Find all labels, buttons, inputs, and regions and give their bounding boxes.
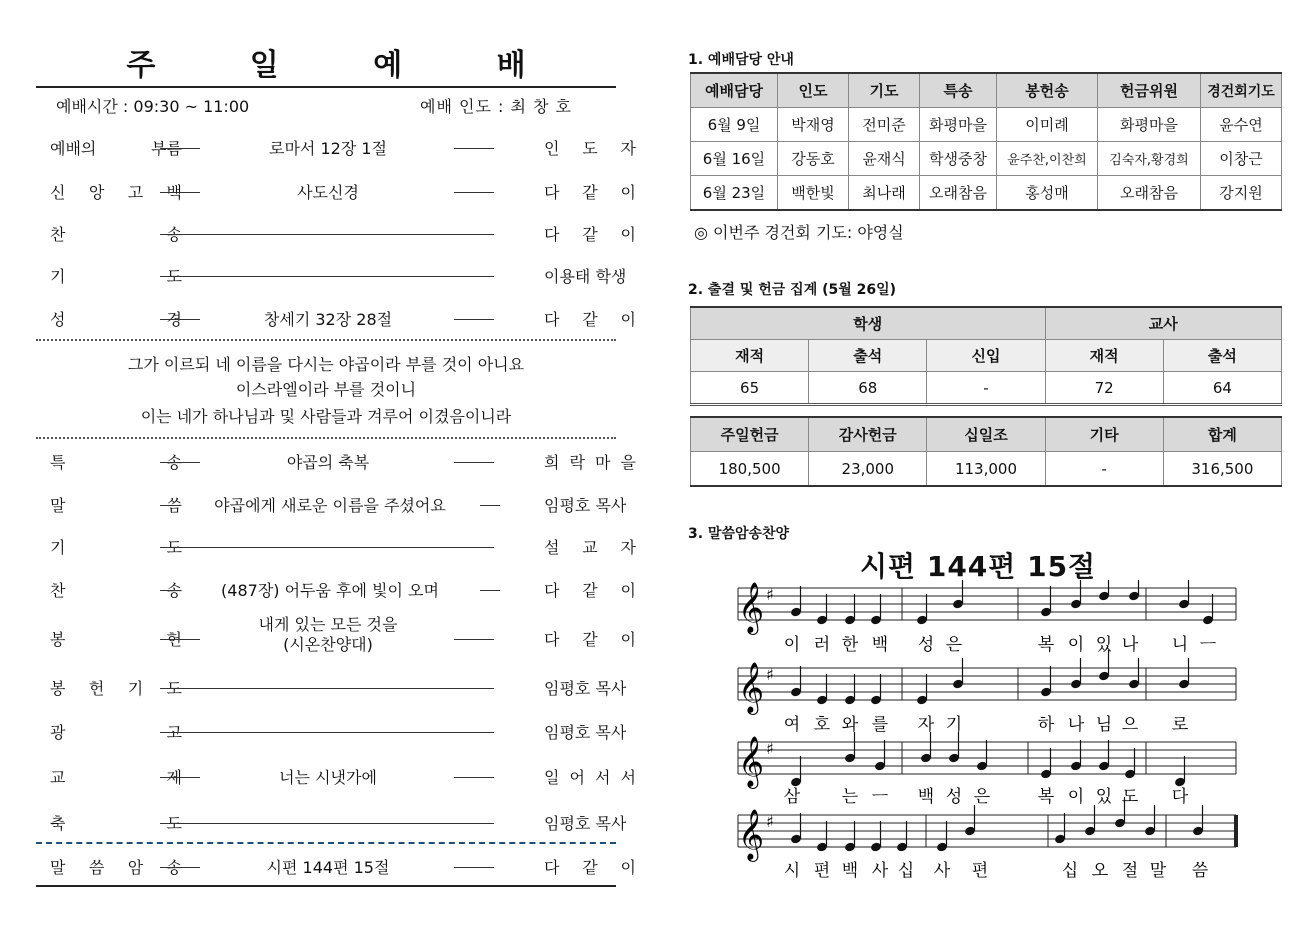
lyric-syllable: 삼 xyxy=(783,787,801,807)
lyric-syllable: 백 xyxy=(841,861,859,881)
sharp-sign: ♯ xyxy=(766,585,774,604)
table-row xyxy=(691,142,1282,176)
service-item-content xyxy=(206,307,450,330)
person-text: 이 xyxy=(620,183,636,202)
service-item xyxy=(36,307,636,333)
lyric-syllable: 자 xyxy=(917,715,935,735)
leader-line xyxy=(480,505,500,506)
verse-divider-bottom xyxy=(36,437,616,439)
person-text: 이 xyxy=(620,630,636,649)
offering-cell: 180,500 xyxy=(691,452,809,487)
leader-line xyxy=(160,688,494,689)
sharp-sign: ♯ xyxy=(766,739,774,758)
offering-header-row xyxy=(691,417,1282,452)
duty-table xyxy=(690,72,1282,211)
service-item-person xyxy=(544,307,636,330)
lyric-syllable: 복 xyxy=(1037,787,1055,807)
person-text: 을 xyxy=(620,453,636,472)
person-text: 일 xyxy=(544,768,560,787)
attendance-header-cell: 재적 xyxy=(691,340,809,372)
lyric-syllable: 오 xyxy=(1091,861,1109,881)
label-char: 기 xyxy=(127,679,144,698)
service-item-person xyxy=(544,765,636,788)
attendance-header-row xyxy=(691,340,1282,372)
lyric-syllable: 호 xyxy=(813,715,831,735)
label-char: 씀 xyxy=(88,858,105,877)
sheet-music xyxy=(730,580,1250,890)
lyric-syllable: 도 xyxy=(1121,787,1139,807)
label-char: 도 xyxy=(166,538,182,557)
service-item-content xyxy=(186,578,474,601)
content-line: 시편 144편 15절 xyxy=(266,858,390,877)
attendance-heading: 2. 출결 및 헌금 집계 (5월 26일) xyxy=(688,282,897,298)
service-item-content xyxy=(206,615,450,655)
duty-cell: 최나래 xyxy=(849,176,920,211)
lyric-syllable: 니 xyxy=(1171,635,1189,655)
person-text: 설 xyxy=(544,538,560,557)
duty-cell: 윤재식 xyxy=(849,142,920,176)
service-item-person xyxy=(544,627,636,650)
duty-header-row xyxy=(691,73,1282,108)
duty-cell: 6월 23일 xyxy=(691,176,778,211)
label-char: 암 xyxy=(127,858,144,877)
verse-line-3: 이는 네가 하나님과 및 사람들과 겨루어 이겼음이니라 xyxy=(140,407,512,426)
person-text: 임평호 목사 xyxy=(544,496,627,515)
offering-table xyxy=(690,416,1282,487)
person-text: 이 xyxy=(620,225,636,244)
lyric-syllable: 로 xyxy=(1171,715,1189,735)
lyric-syllable: 나 xyxy=(1121,635,1139,655)
lyric-syllable: 있 xyxy=(1095,635,1113,655)
service-item-person xyxy=(544,136,636,159)
lyric-syllable: 편 xyxy=(813,861,831,881)
content-line: 사도신경 xyxy=(297,183,359,202)
duty-header-cell: 특송 xyxy=(920,73,997,108)
group-students: 학생 xyxy=(691,307,1046,340)
person-text: 이용태 학생 xyxy=(544,267,627,286)
person-text: 같 xyxy=(582,183,598,202)
page-title: 주 일 예 배 xyxy=(126,48,568,83)
label-char: 기 xyxy=(50,538,66,557)
lyric-syllable: 나 xyxy=(1067,715,1085,735)
duty-cell: 강지원 xyxy=(1201,176,1282,211)
service-item-person xyxy=(544,180,636,203)
label-char: 제 xyxy=(166,768,182,787)
service-item xyxy=(36,136,636,162)
label-char: 도 xyxy=(166,814,182,833)
service-item-content xyxy=(206,180,450,203)
person-text: 같 xyxy=(582,858,598,877)
label-char: 도 xyxy=(166,679,182,698)
person-text: 다 xyxy=(544,630,560,649)
service-item xyxy=(36,765,636,791)
label-char: 성 xyxy=(50,310,66,329)
content-line: (487장) 어두움 후에 빛이 오며 xyxy=(221,581,439,600)
duty-header-cell: 경건회기도 xyxy=(1201,73,1282,108)
label-char: 봉 xyxy=(50,679,66,698)
person-text: 인 xyxy=(544,139,560,158)
leader-line xyxy=(454,148,494,149)
offering-cell: 316,500 xyxy=(1163,452,1281,487)
lyric-syllable: 러 xyxy=(813,635,831,655)
label-char: 기 xyxy=(50,267,66,286)
title-rule xyxy=(36,86,616,88)
offering-cell: - xyxy=(1045,452,1163,487)
attendance-header-cell: 출석 xyxy=(1163,340,1281,372)
person-text: 다 xyxy=(544,858,560,877)
content-line: 내게 있는 모든 것을 xyxy=(258,615,398,634)
duty-header-cell: 헌금위원 xyxy=(1098,73,1201,108)
lyric-syllable: 사 xyxy=(871,861,889,881)
label-char: 경 xyxy=(166,310,182,329)
table-row xyxy=(691,372,1282,405)
duty-cell: 박재영 xyxy=(778,108,849,142)
person-text: 다 xyxy=(544,581,560,600)
person-text: 도 xyxy=(582,139,598,158)
lyric-syllable: 은 xyxy=(945,635,963,655)
person-text: 다 xyxy=(544,225,560,244)
person-text: 이 xyxy=(620,581,636,600)
person-text: 같 xyxy=(582,630,598,649)
label-char: 헌 xyxy=(166,630,182,649)
label-char: 도 xyxy=(166,267,182,286)
duty-cell: 김숙자,황경희 xyxy=(1098,142,1201,176)
lyric-syllable: 편 xyxy=(971,861,989,881)
sharp-sign: ♯ xyxy=(766,665,774,684)
content-line: 야곱에게 새로운 이름을 주셨어요 xyxy=(214,496,446,515)
service-item-content xyxy=(206,450,450,473)
content-line: 너는 시냇가에 xyxy=(279,768,377,787)
table-row xyxy=(691,176,1282,211)
service-item xyxy=(36,535,636,561)
song-heading: 3. 말씀암송찬양 xyxy=(688,526,790,542)
attendance-cell: 65 xyxy=(691,372,809,405)
offering-header-cell: 합계 xyxy=(1163,417,1281,452)
duty-cell: 학생중창 xyxy=(920,142,997,176)
service-item-person xyxy=(544,493,636,516)
person-text: 이 xyxy=(620,858,636,877)
group-teachers: 교사 xyxy=(1045,307,1281,340)
service-item-content xyxy=(206,136,450,159)
label-char: 말 xyxy=(50,496,66,515)
label-char: 신 xyxy=(50,183,66,202)
content-line: 창세기 32장 28절 xyxy=(263,310,393,329)
leader-line xyxy=(160,732,494,733)
lyric-syllable: 이 xyxy=(1067,787,1085,807)
content-line: (시온찬양대) xyxy=(283,635,373,654)
lyric-syllable: 은 xyxy=(973,787,991,807)
treble-clef: 𝄞 xyxy=(738,809,765,860)
service-item xyxy=(36,180,636,206)
person-text: 같 xyxy=(582,225,598,244)
label-char: 봉 xyxy=(50,630,66,649)
duty-cell: 백한빛 xyxy=(778,176,849,211)
service-item xyxy=(36,493,627,519)
recitation-divider xyxy=(36,842,616,844)
label-char: 송 xyxy=(166,858,182,877)
lyric-syllable: 다 xyxy=(1171,787,1189,807)
lyric-syllable: 십 xyxy=(1061,861,1079,881)
duty-header-cell: 기도 xyxy=(849,73,920,108)
leader-line xyxy=(454,319,494,320)
person-text: 다 xyxy=(544,310,560,329)
person-text: 마 xyxy=(595,453,611,472)
service-item-content xyxy=(206,765,450,788)
lyric-syllable: 사 xyxy=(933,861,951,881)
label-char: 고 xyxy=(166,723,182,742)
leader-line xyxy=(160,547,494,548)
attendance-table xyxy=(690,306,1282,406)
lyric-syllable: 이 xyxy=(1067,635,1085,655)
attendance-cell: 68 xyxy=(809,372,927,405)
person-text: 교 xyxy=(582,538,598,557)
attendance-header-cell: 출석 xyxy=(809,340,927,372)
verse-divider-top xyxy=(36,339,616,341)
person-text: 어 xyxy=(569,768,585,787)
service-item xyxy=(36,855,636,881)
offering-header-cell: 십일조 xyxy=(927,417,1045,452)
duty-cell: 오래참음 xyxy=(920,176,997,211)
lyric-syllable: 있 xyxy=(1095,787,1113,807)
lyric-syllable: 씀 xyxy=(1191,861,1209,881)
leader-line xyxy=(160,590,180,591)
lyric-syllable: ㅡ xyxy=(1199,635,1217,655)
leader-line xyxy=(454,867,494,868)
lyric-syllable: 하 xyxy=(1037,715,1055,735)
person-text: 다 xyxy=(544,183,560,202)
leader-line xyxy=(454,639,494,640)
treble-clef: 𝄞 xyxy=(738,582,765,633)
leader-line xyxy=(160,234,494,235)
label-char: 송 xyxy=(166,581,182,600)
lyric-syllable: 이 xyxy=(783,635,801,655)
leader-line xyxy=(454,777,494,778)
lyric-syllable: 백 xyxy=(871,635,889,655)
service-item xyxy=(36,811,627,837)
service-item xyxy=(36,450,636,476)
person-text: 락 xyxy=(569,453,585,472)
offering-header-cell: 기타 xyxy=(1045,417,1163,452)
duty-cell: 강동호 xyxy=(778,142,849,176)
label-char: 특 xyxy=(50,453,66,472)
service-item-person xyxy=(544,578,636,601)
duty-cell: 6월 16일 xyxy=(691,142,778,176)
duty-cell: 윤주찬,이찬희 xyxy=(997,142,1098,176)
service-item xyxy=(36,720,627,746)
offering-cell: 113,000 xyxy=(927,452,1045,487)
offering-header-cell: 감사헌금 xyxy=(809,417,927,452)
duty-header-cell: 봉헌송 xyxy=(997,73,1098,108)
label-char: 송 xyxy=(166,453,182,472)
label-char: 씀 xyxy=(166,496,182,515)
duty-cell: 홍성매 xyxy=(997,176,1098,211)
leader-line xyxy=(160,867,200,868)
service-item-person xyxy=(544,222,636,245)
duty-cell: 6월 9일 xyxy=(691,108,778,142)
service-item-person xyxy=(544,720,636,743)
lyric-syllable: 십 xyxy=(897,861,915,881)
duty-heading: 1. 예배담당 안내 xyxy=(688,52,794,68)
lyric-syllable: 백 xyxy=(917,787,935,807)
label-char: 예배의 xyxy=(50,139,97,158)
service-item-person xyxy=(544,811,636,834)
attendance-header-cell: 신입 xyxy=(927,340,1045,372)
lyric-syllable: 말 xyxy=(1149,861,1167,881)
label-char: 부름 xyxy=(151,139,182,158)
service-item-content xyxy=(206,855,450,878)
lyric-syllable: 한 xyxy=(841,635,859,655)
attendance-cell: - xyxy=(927,372,1045,405)
leader-line xyxy=(480,590,500,591)
label-char: 말 xyxy=(50,858,66,877)
label-char: 축 xyxy=(50,814,66,833)
leader-line xyxy=(454,462,494,463)
content-line: 로마서 12장 1절 xyxy=(269,139,387,158)
lyric-syllable: 으 xyxy=(1121,715,1139,735)
leader-line xyxy=(160,462,200,463)
label-char: 교 xyxy=(50,768,66,787)
leader-line xyxy=(454,192,494,193)
offering-header-cell: 주일헌금 xyxy=(691,417,809,452)
service-item xyxy=(36,578,636,604)
lyric-syllable: 여 xyxy=(783,715,801,735)
service-item-person xyxy=(544,535,636,558)
person-text: 임평호 목사 xyxy=(544,679,627,698)
lyric-syllable: 성 xyxy=(917,635,935,655)
duty-header-cell: 예배담당 xyxy=(691,73,778,108)
lyric-syllable: 기 xyxy=(945,715,963,735)
label-char: 헌 xyxy=(88,679,105,698)
worship-time: 예배시간 : 09:30 ~ 11:00 xyxy=(56,97,250,116)
duty-cell: 화평마을 xyxy=(1098,108,1201,142)
person-text: 자 xyxy=(620,139,636,158)
leader-line xyxy=(160,639,200,640)
duty-cell: 전미준 xyxy=(849,108,920,142)
person-text: 이 xyxy=(620,310,636,329)
lyric-syllable: 님 xyxy=(1095,715,1113,735)
attendance-cell: 72 xyxy=(1045,372,1163,405)
service-item xyxy=(36,264,627,290)
worship-leader: 예배 인도 : 최 창 호 xyxy=(420,97,573,116)
attendance-header-cell: 재적 xyxy=(1045,340,1163,372)
table-row xyxy=(691,108,1282,142)
leader-line xyxy=(160,777,200,778)
person-text: 희 xyxy=(544,453,560,472)
offering-cell: 23,000 xyxy=(809,452,927,487)
service-item-content xyxy=(186,493,474,516)
verse-line-2: 이스라엘이라 부를 것이니 xyxy=(235,380,417,399)
service-item-person xyxy=(544,450,636,473)
label-char: 찬 xyxy=(50,581,66,600)
label-char: 백 xyxy=(166,183,182,202)
lyric-syllable: 는 xyxy=(841,787,859,807)
duty-cell: 이미례 xyxy=(997,108,1098,142)
treble-clef: 𝄞 xyxy=(738,736,765,787)
duty-header-cell: 인도 xyxy=(778,73,849,108)
person-text: 같 xyxy=(582,581,598,600)
table-row xyxy=(691,452,1282,487)
label-char: 광 xyxy=(50,723,66,742)
duty-cell: 윤수연 xyxy=(1201,108,1282,142)
leader-line xyxy=(160,505,180,506)
person-text: 서 xyxy=(620,768,636,787)
lyric-syllable: 성 xyxy=(945,787,963,807)
label-char: 찬 xyxy=(50,225,66,244)
prayer-note: ◎ 이번주 경건회 기도: 야영실 xyxy=(694,223,904,242)
duty-cell: 화평마을 xyxy=(920,108,997,142)
sharp-sign: ♯ xyxy=(766,812,774,831)
person-text: 임평호 목사 xyxy=(544,723,627,742)
content-line: 야곱의 축복 xyxy=(286,453,370,472)
lyric-syllable: 와 xyxy=(841,715,859,735)
lyric-syllable: 를 xyxy=(871,715,889,735)
leader-line xyxy=(160,192,200,193)
person-text: 자 xyxy=(620,538,636,557)
lyric-syllable: 절 xyxy=(1121,861,1139,881)
duty-cell: 오래참음 xyxy=(1098,176,1201,211)
service-item-person xyxy=(544,855,636,878)
service-item xyxy=(36,615,636,654)
verse-line-1: 그가 이르되 네 이름을 다시는 야곱이라 부를 것이 아니요 xyxy=(127,355,525,374)
service-item xyxy=(36,222,636,248)
service-item-person xyxy=(544,676,636,699)
lyric-syllable: ㅡ xyxy=(871,787,889,807)
attendance-group-row xyxy=(691,307,1282,340)
duty-cell: 이창근 xyxy=(1201,142,1282,176)
attendance-cell: 64 xyxy=(1163,372,1281,405)
leader-line xyxy=(160,276,494,277)
service-item-person xyxy=(544,264,636,287)
lyric-syllable: 복 xyxy=(1037,635,1055,655)
leader-line xyxy=(160,148,200,149)
person-text: 같 xyxy=(582,310,598,329)
label-char: 송 xyxy=(166,225,182,244)
bottom-rule xyxy=(36,885,616,887)
person-text: 임평호 목사 xyxy=(544,814,627,833)
song-title: 시편 144편 15절 xyxy=(860,550,1097,583)
leader-line xyxy=(160,823,494,824)
leader-line xyxy=(160,319,200,320)
person-text: 서 xyxy=(595,768,611,787)
label-char: 앙 xyxy=(88,183,105,202)
service-item xyxy=(36,676,627,702)
treble-clef: 𝄞 xyxy=(738,662,765,713)
label-char: 고 xyxy=(127,183,144,202)
lyric-syllable: 시 xyxy=(783,861,801,881)
